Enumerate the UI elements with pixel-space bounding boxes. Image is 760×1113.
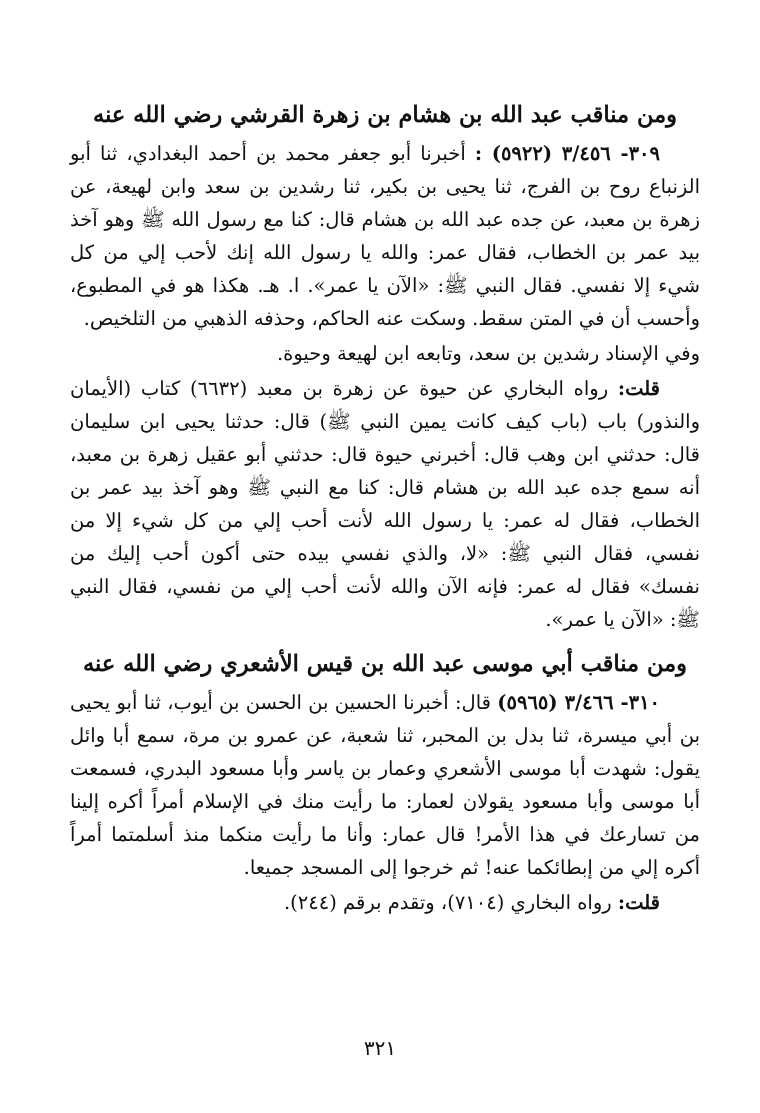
qultu-label: قلت:	[617, 377, 660, 400]
page-body	[70, 95, 700, 919]
page-number: ٣٢١	[363, 1036, 397, 1060]
qultu-text-310: رواه البخاري (٧١٠٤)، وتقدم برقم (٢٤٤).	[283, 891, 612, 914]
qultu-label: قلت:	[617, 891, 660, 914]
section-heading-abu-musa: ومن مناقب أبي موسى عبد الله بن قيس الأشعري رضي الله عنه	[82, 651, 687, 677]
entry-number-310: ٣١٠- ٣/٤٦٦ (٥٩٦٥)	[497, 691, 661, 714]
qultu-text-309: رواه البخاري عن حيوة عن زهرة بن معبد (٦٦٣٢) كتاب (الأيمان والنذور) باب (باب كيف كانت يمين النبي ﷺ) قال: حدثنا يحيى ابن سليمان قال: حدثني ابن وهب قال: أخبرني حيوة قال: حدثني أبو عقيل زهرة بن معبد، أنه سمع جده عبد الله بن هشام قال: كنا مع النبي ﷺ وهو آخذ بيد عمر بن الخطاب، فقال له عمر: يا رسول الله لأنت أحب إلي من كل شيء إلا من نفسي، فقال النبي ﷺ: «لا، والذي نفسي بيده حتى أكون أحب إليك من نفسك» فقال له عمر: فإنه الآن والله لأنت أحب إلي من نفسي، فقال النبي ﷺ: «الآن يا عمر».	[70, 377, 700, 631]
qultu-note-310	[70, 886, 700, 919]
hadith-entry-309	[70, 137, 700, 335]
entry-number-309: ٣٠٩- ٣/٤٥٦ (٥٩٢٢) :	[474, 142, 660, 165]
section-heading-abdullah-ibn-hisham: ومن مناقب عبد الله بن هشام بن زهرة القرشي رضي الله عنه	[93, 102, 677, 128]
hadith-entry-310	[70, 686, 700, 884]
isnad-note: وفي الإسناد رشدين بن سعد، وتابعه ابن لهيعة وحيوة.	[276, 342, 700, 365]
entry-text-309: أخبرنا أبو جعفر محمد بن أحمد البغدادي، ثنا أبو الزنباع روح بن الفرج، ثنا يحيى بن بكير، ثنا رشدين بن سعد وابن لهيعة، عن زهرة بن معبد، عن جده عبد الله بن هشام قال: كنا مع رسول الله ﷺ وهو آخذ بيد عمر بن الخطاب، فقال عمر: والله يا رسول الله إنك لأحب إلي من كل شيء إلا نفسي. فقال النبي ﷺ: «الآن يا عمر». ا. هـ. هكذا هو في المطبوع، وأحسب أن في المتن سقط. وسكت عنه الحاكم، وحذفه الذهبي من التلخيص.	[70, 142, 700, 330]
qultu-note-309	[70, 372, 700, 636]
entry-text-310: قال: أخبرنا الحسين بن الحسن بن أيوب، ثنا أبو يحيى بن أبي ميسرة، ثنا بدل بن المحبر، ثنا شعبة، عن عمرو بن مرة، سمع أبا وائل يقول: شهدت أبا موسى الأشعري وعمار بن ياسر وأبا مسعود البدري، فسمعت أبا موسى وأبا مسعود يقولان لعمار: ما رأيت منك في الإسلام أمراً أكره إلينا من تسارعك في هذا الأمر! قال عمار: وأنا ما رأيت منكما منذ أسلمتما أمراً أكره إلي من إبطائكما عنه! ثم خرجوا إلى المسجد جميعا.	[70, 691, 700, 879]
